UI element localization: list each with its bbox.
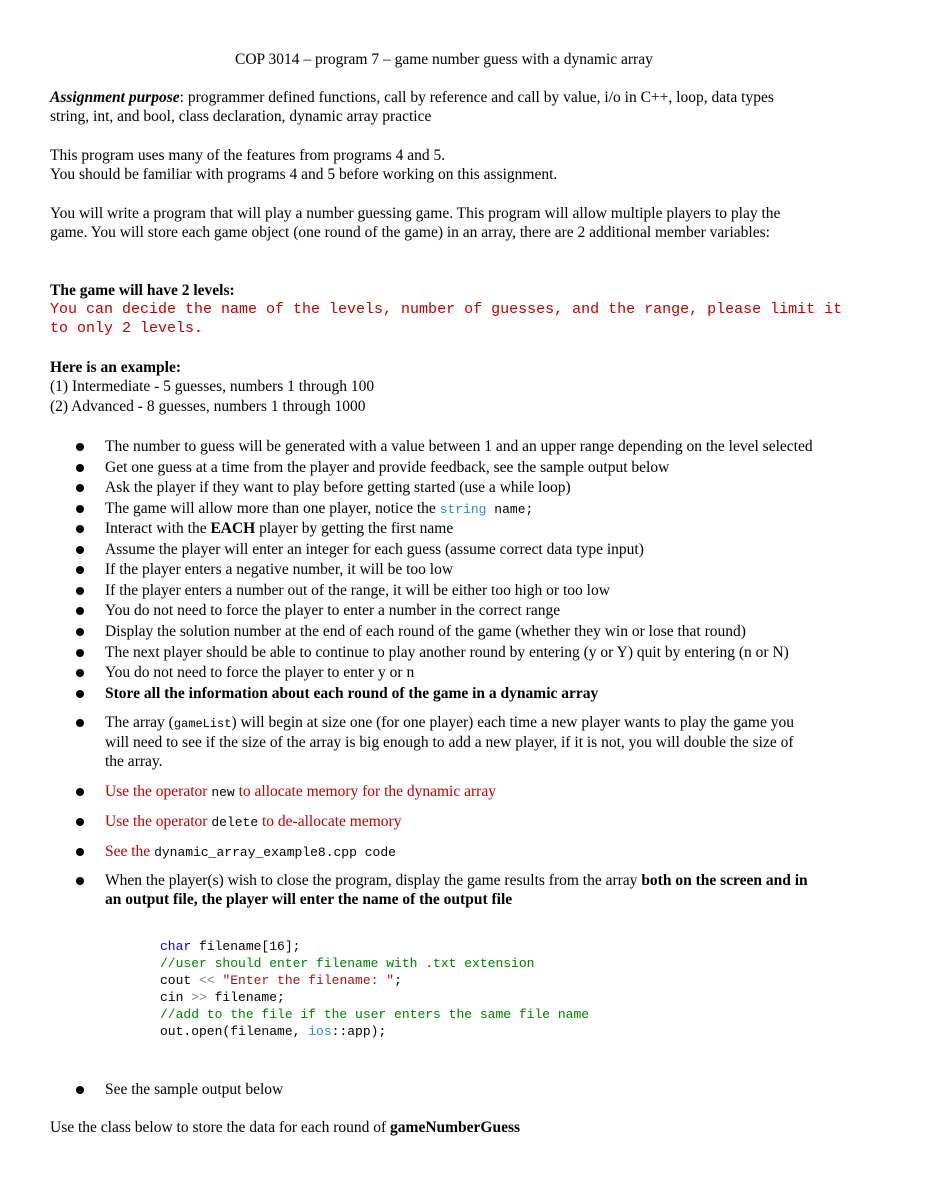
bullet-item <box>105 871 808 890</box>
bullet-continuation: the array. <box>105 753 163 770</box>
bullet-dot <box>76 1086 84 1094</box>
code-string: "Enter the filename: " <box>222 973 395 988</box>
bullet-item: Store all the information about each round of the game in a dynamic array <box>105 685 599 702</box>
code-filename: dynamic_array_example8.cpp code <box>154 845 396 860</box>
code-type: ios <box>308 1024 332 1039</box>
bullet-item: Assume the player will enter an integer for each guess (assume correct data type input) <box>105 541 644 558</box>
bullet-item: You do not need to force the player to enter y or n <box>105 664 415 681</box>
levels-note-line-2: to only 2 levels. <box>50 320 204 337</box>
code-gamelist: gameList <box>173 717 232 731</box>
bullet-dot <box>76 546 84 554</box>
bullet-text: The array ( <box>105 714 174 731</box>
bullet-text: to allocate memory for the dynamic array <box>234 783 496 800</box>
bullet-text: When the player(s) wish to close the program, display the game results from the array <box>105 872 642 889</box>
bullet-item <box>105 782 496 802</box>
bullet-bold: EACH <box>210 520 256 537</box>
levels-heading: The game will have 2 levels: <box>50 282 235 299</box>
code-line <box>160 938 300 955</box>
bullet-dot <box>76 464 84 472</box>
purpose-text-1: : programmer defined functions, call by reference and call by value, i/o in C++, loop, data types <box>179 89 774 106</box>
bullet-dot <box>76 505 84 513</box>
bullet-dot <box>76 525 84 533</box>
bullet-item: The next player should be able to continue to play another round by entering (y or Y) quit by entering (n or N) <box>105 644 789 661</box>
code-comment: //add to the file if the user enters the same file name <box>160 1007 590 1022</box>
bullet-dot <box>76 669 84 677</box>
code-line <box>160 972 402 989</box>
code-text: cin <box>160 990 192 1005</box>
bullet-item: See the sample output below <box>105 1081 284 1098</box>
example-item: (2) Advanced - 8 guesses, numbers 1 through 1000 <box>50 398 366 415</box>
bullet-dot <box>76 649 84 657</box>
bullet-dot <box>76 484 84 492</box>
code-operator: >> <box>191 990 207 1005</box>
example-item: (1) Intermediate - 5 guesses, numbers 1 through 100 <box>50 378 375 395</box>
code-new: new <box>211 785 235 800</box>
bullet-item: Get one guess at a time from the player and provide feedback, see the sample output below <box>105 459 670 476</box>
bullet-text: The game will allow more than one player, notice the <box>105 500 440 517</box>
bullet-text: Use the operator <box>105 813 212 830</box>
purpose-label: Assignment purpose <box>50 89 180 106</box>
bullet-text: Interact with the <box>105 520 211 537</box>
bullet-item: If the player enters a number out of the range, it will be either too high or too low <box>105 582 610 599</box>
bullet-dot <box>76 719 84 727</box>
code-text: filename; <box>206 990 285 1005</box>
bullet-item: The number to guess will be generated with a value between 1 and an upper range depending on the level selected <box>105 438 813 455</box>
bullet-dot <box>76 566 84 574</box>
bullet-item <box>105 499 533 519</box>
bullet-continuation: will need to see if the size of the array is big enough to add a new player, if it is not, you will double the size of <box>105 734 794 751</box>
bullet-dot <box>76 877 84 885</box>
bullet-item: If the player enters a negative number, it will be too low <box>105 561 454 578</box>
bullet-dot <box>76 607 84 615</box>
code-text: filename[16]; <box>191 939 301 954</box>
code-text: ::app); <box>331 1024 387 1039</box>
bullet-dot <box>76 848 84 856</box>
bullet-dot <box>76 788 84 796</box>
bullet-text: Use the operator <box>105 783 212 800</box>
bullet-bold: both on the screen and in <box>641 872 808 889</box>
purpose-line-1 <box>50 88 774 107</box>
code-name: name; <box>486 502 534 517</box>
code-text: ; <box>394 973 402 988</box>
page-title: COP 3014 – program 7 – game number guess with a dynamic array <box>235 51 653 68</box>
code-keyword: char <box>160 939 192 954</box>
intro-para-line-1: You will write a program that will play a number guessing game. This program will allow multiple players to play the <box>50 205 781 222</box>
bullet-item <box>105 812 401 832</box>
footer-class-name: gameNumberGuess <box>390 1119 521 1136</box>
code-text: cout <box>160 973 200 988</box>
bullet-dot <box>76 443 84 451</box>
bullet-text: to de-allocate memory <box>258 813 402 830</box>
purpose-line-2: string, int, and bool, class declaration, dynamic array practice <box>50 108 432 125</box>
code-delete: delete <box>211 815 259 830</box>
bullet-continuation: an output file, the player will enter the name of the output file <box>105 891 513 908</box>
footer-line <box>50 1118 520 1137</box>
bullet-dot <box>76 818 84 826</box>
code-operator: << <box>199 973 215 988</box>
code-type-string: string <box>439 502 487 517</box>
code-text: out.open(filename, <box>160 1024 309 1039</box>
bullet-item <box>105 842 396 862</box>
footer-text: Use the class below to store the data for each round of <box>50 1119 391 1136</box>
bullet-item: Ask the player if they want to play before getting started (use a while loop) <box>105 479 571 496</box>
levels-note-line-1: You can decide the name of the levels, number of guesses, and the range, please limit it <box>50 301 843 318</box>
bullet-text: ) will begin at size one (for one player) each time a new player wants to play the game you <box>231 714 794 731</box>
bullet-dot <box>76 628 84 636</box>
intro-line-2: You should be familiar with programs 4 and 5 before working on this assignment. <box>50 166 558 183</box>
intro-para-line-2: game. You will store each game object (one round of the game) in an array, there are 2 additional member variables: <box>50 224 770 241</box>
bullet-dot <box>76 690 84 698</box>
example-heading: Here is an example: <box>50 359 182 376</box>
bullet-text: See the <box>105 843 155 860</box>
code-line <box>160 989 285 1006</box>
code-comment: //user should enter filename with .txt extension <box>160 956 535 971</box>
code-line <box>160 1023 386 1040</box>
bullet-item <box>105 713 794 734</box>
bullet-dot <box>76 587 84 595</box>
bullet-text: player by getting the first name <box>255 520 454 537</box>
intro-line-1: This program uses many of the features from programs 4 and 5. <box>50 147 446 164</box>
bullet-item: You do not need to force the player to enter a number in the correct range <box>105 602 561 619</box>
bullet-item <box>105 519 453 538</box>
bullet-item: Display the solution number at the end of each round of the game (whether they win or lose that round) <box>105 623 746 640</box>
